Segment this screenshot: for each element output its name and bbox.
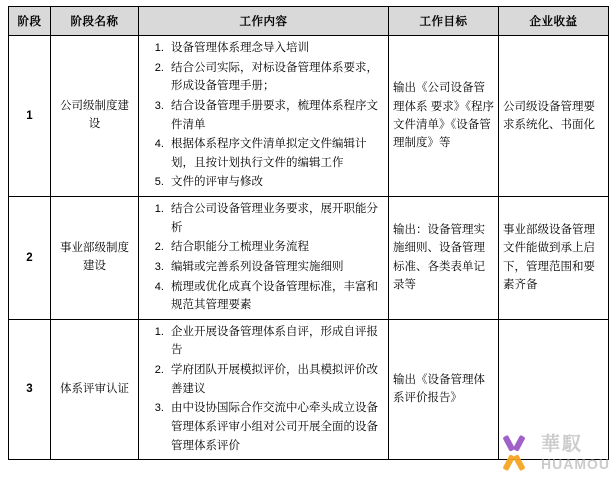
table-row [9,319,609,459]
list-item: 4. 根据体系程序文件清单拟定文件编辑计划，且按计划执行文件的编辑工作 [167,135,384,172]
stage-name: 事业部级制度建设 [51,197,139,320]
work-content-list [143,323,384,455]
table-body [9,36,609,460]
work-content-cell [139,319,389,459]
enterprise-benefit: 公司级设备管理要求系统化、书面化 [499,36,609,197]
stage-plan-table [8,6,609,460]
enterprise-benefit: 事业部级设备管理文件能做到承上启下，管理范围和要素齐备 [499,197,609,320]
list-item: 1. 设备管理体系理念导入培训 [167,39,384,58]
watermark-cn: 華馭 [541,434,584,455]
work-goal: 输出《公司设备管理体系 要求》《程序文件清单》《设备管理制度》等 [389,36,499,197]
list-item: 1. 企业开展设备管理体系自评，形成自评报告 [167,323,384,360]
watermark-en: HUAMOU [541,456,610,472]
list-item: 2. 学府团队开展模拟评价，出具模拟评价改善建议 [167,361,384,398]
header-work-content: 工作内容 [139,7,389,36]
table-header [9,7,609,36]
enterprise-benefit [499,319,609,459]
stage-number: 2 [9,197,51,320]
header-work-goal: 工作目标 [389,7,499,36]
list-item: 5. 文件的评审与修改 [167,173,384,192]
header-stage-name: 阶段名称 [51,7,139,36]
list-item: 4. 梳理或优化成真个设备管理标准，丰富和规范其管理要素 [167,278,384,315]
work-content-list [143,39,384,192]
work-content-cell [139,36,389,197]
list-item: 3. 结合设备管理手册要求，梳理体系程序文件清单 [167,97,384,134]
stage-number: 3 [9,319,51,459]
work-goal: 输出：设备管理实施细则、设备管理标准、各类表单记录等 [389,197,499,320]
stage-number: 1 [9,36,51,197]
stage-name: 公司级制度建设 [51,36,139,197]
list-item: 2. 结合职能分工梳理业务流程 [167,238,384,257]
header-stage: 阶段 [9,7,51,36]
table-row [9,197,609,320]
list-item: 2. 结合公司实际，对标设备管理体系要求，形成设备管理手册； [167,59,384,96]
work-content-list [143,200,384,315]
header-enterprise-benefit: 企业收益 [499,7,609,36]
header-row [9,7,609,36]
work-content-cell [139,197,389,320]
work-goal: 输出《设备管理体系评价报告》 [389,319,499,459]
list-item: 3. 编辑或完善系列设备管理实施细则 [167,258,384,277]
list-item: 1. 结合公司设备管理业务要求，展开职能分析 [167,200,384,237]
stage-name: 体系评审认证 [51,319,139,459]
list-item: 3. 由中设协国际合作交流中心牵头成立设备管理体系评审小组对公司开展全面的设备管理体系评价 [167,399,384,455]
table-row [9,36,609,197]
